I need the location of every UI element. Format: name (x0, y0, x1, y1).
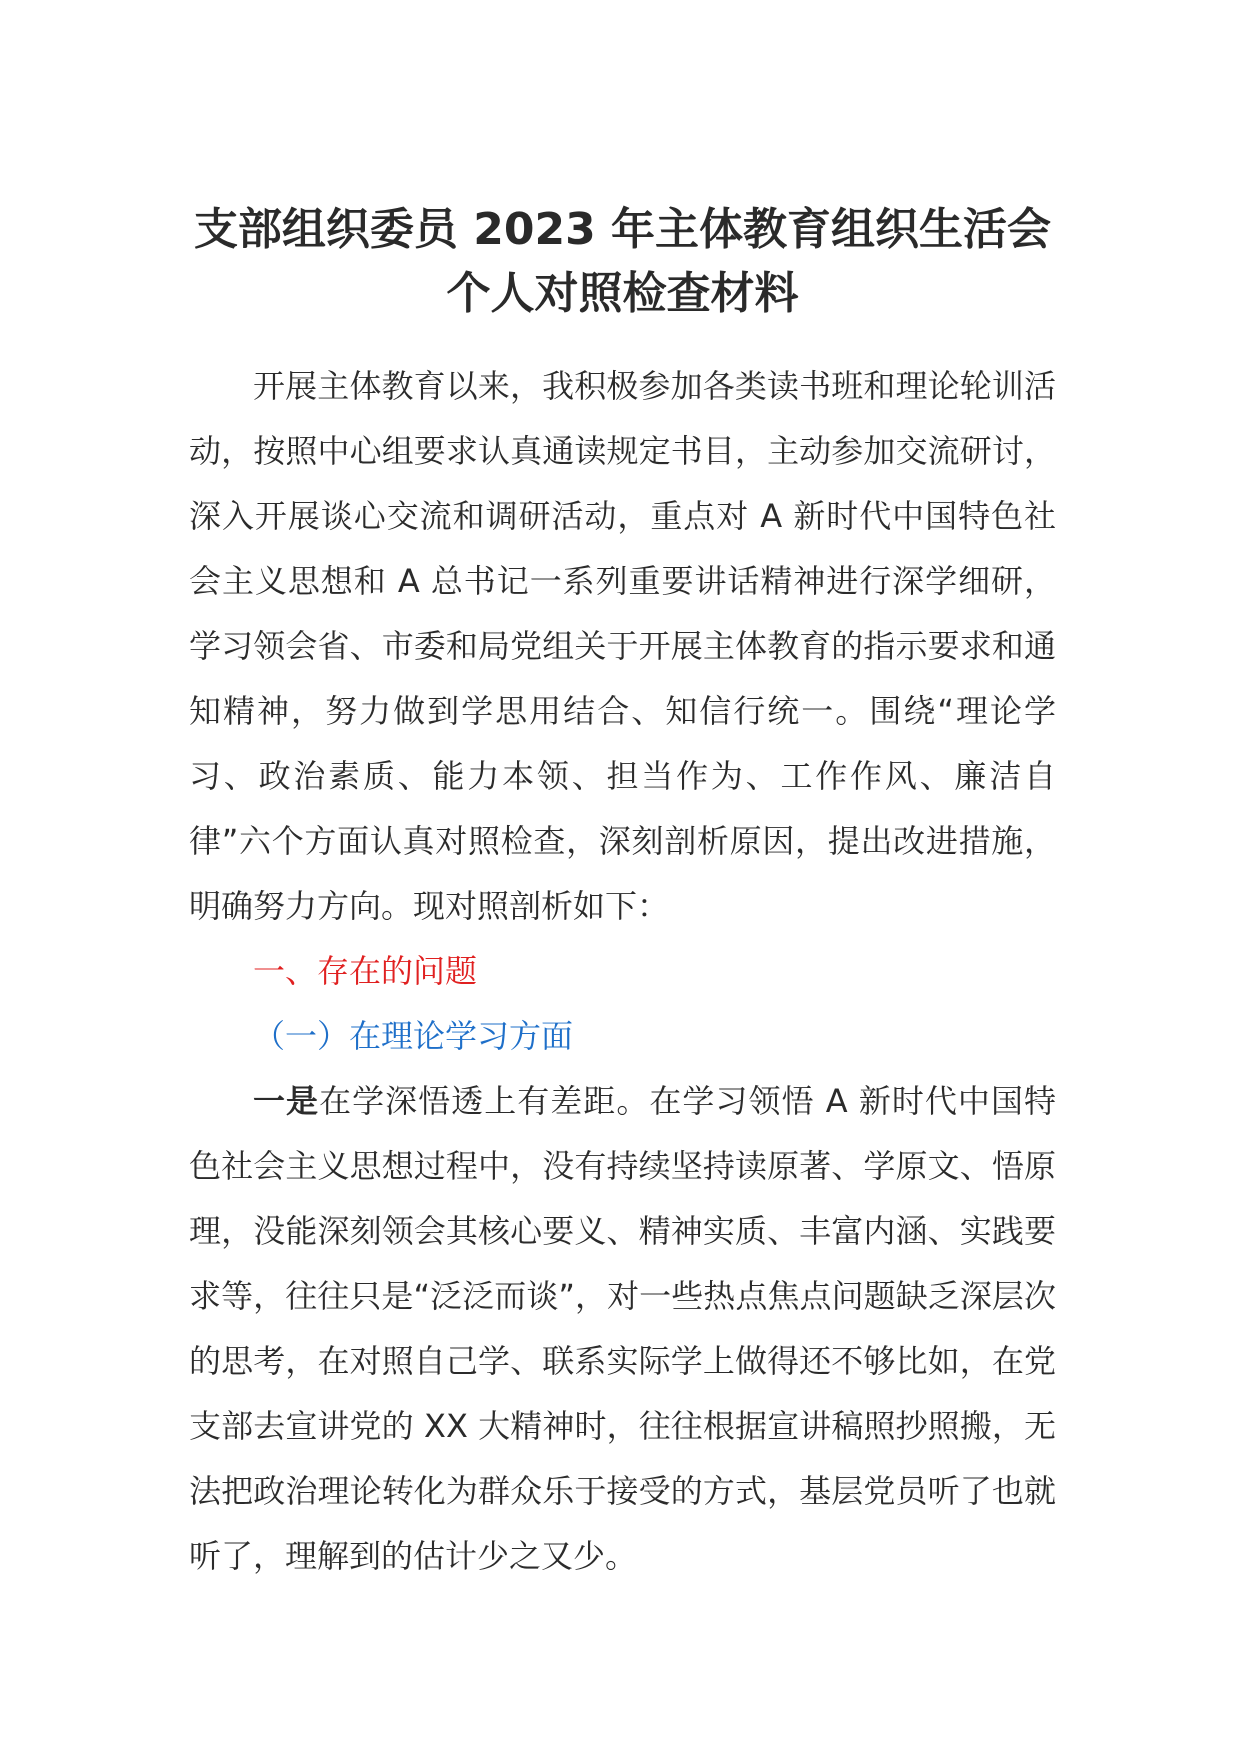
document-title (189, 198, 1056, 326)
point-lead: 一是 (253, 1082, 320, 1120)
document-body (189, 354, 1056, 1589)
section-heading-problems: 一、存在的问题 (253, 952, 478, 990)
title-line-2: 个人对照检查材料 (446, 268, 799, 319)
title-line-1: 支部组织委员 2023 年主体教育组织生活会 (193, 204, 1052, 255)
point-text: 在学深悟透上有差距。在学习领悟 A 新时代中国特色社会主义思想过程中，没有持续坚持读原著、学原文、悟原理，没能深刻领会其核心要义、精神实质、丰富内涵、实践要求等，往往只是“泛泛而谈”，对一些热点焦点问题缺乏深层次的思考，在对照自己学、联系实际学上做得还不够比如，在党支部去宣讲党的 XX 大精神时，往往根据宣讲稿照抄照搬，无法把政治理论转化为群众乐于接受的方式，基层党员听了也就听了，理解到的估计少之又少。 (189, 1082, 1056, 1575)
subsection-heading-theory-study: （一）在理论学习方面 (253, 1017, 574, 1055)
intro-paragraph: 开展主体教育以来，我积极参加各类读书班和理论轮训活动，按照中心组要求认真通读规定书目，主动参加交流研讨，深入开展谈心交流和调研活动，重点对 A 新时代中国特色社会主义思想和 A 总书记一系列重要讲话精神进行深学细研，学习领会省、市委和局党组关于开展主体教育的指示要求和通知精神，努力做到学思用结合、知信行统一。围绕“理论学习、政治素质、能力本领、担当作为、工作作风、廉洁自律”六个方面认真对照检查，深刻剖析原因，提出改进措施，明确努力方向。现对照剖析如下： (189, 367, 1056, 925)
point-paragraph-1 (189, 1069, 1056, 1589)
